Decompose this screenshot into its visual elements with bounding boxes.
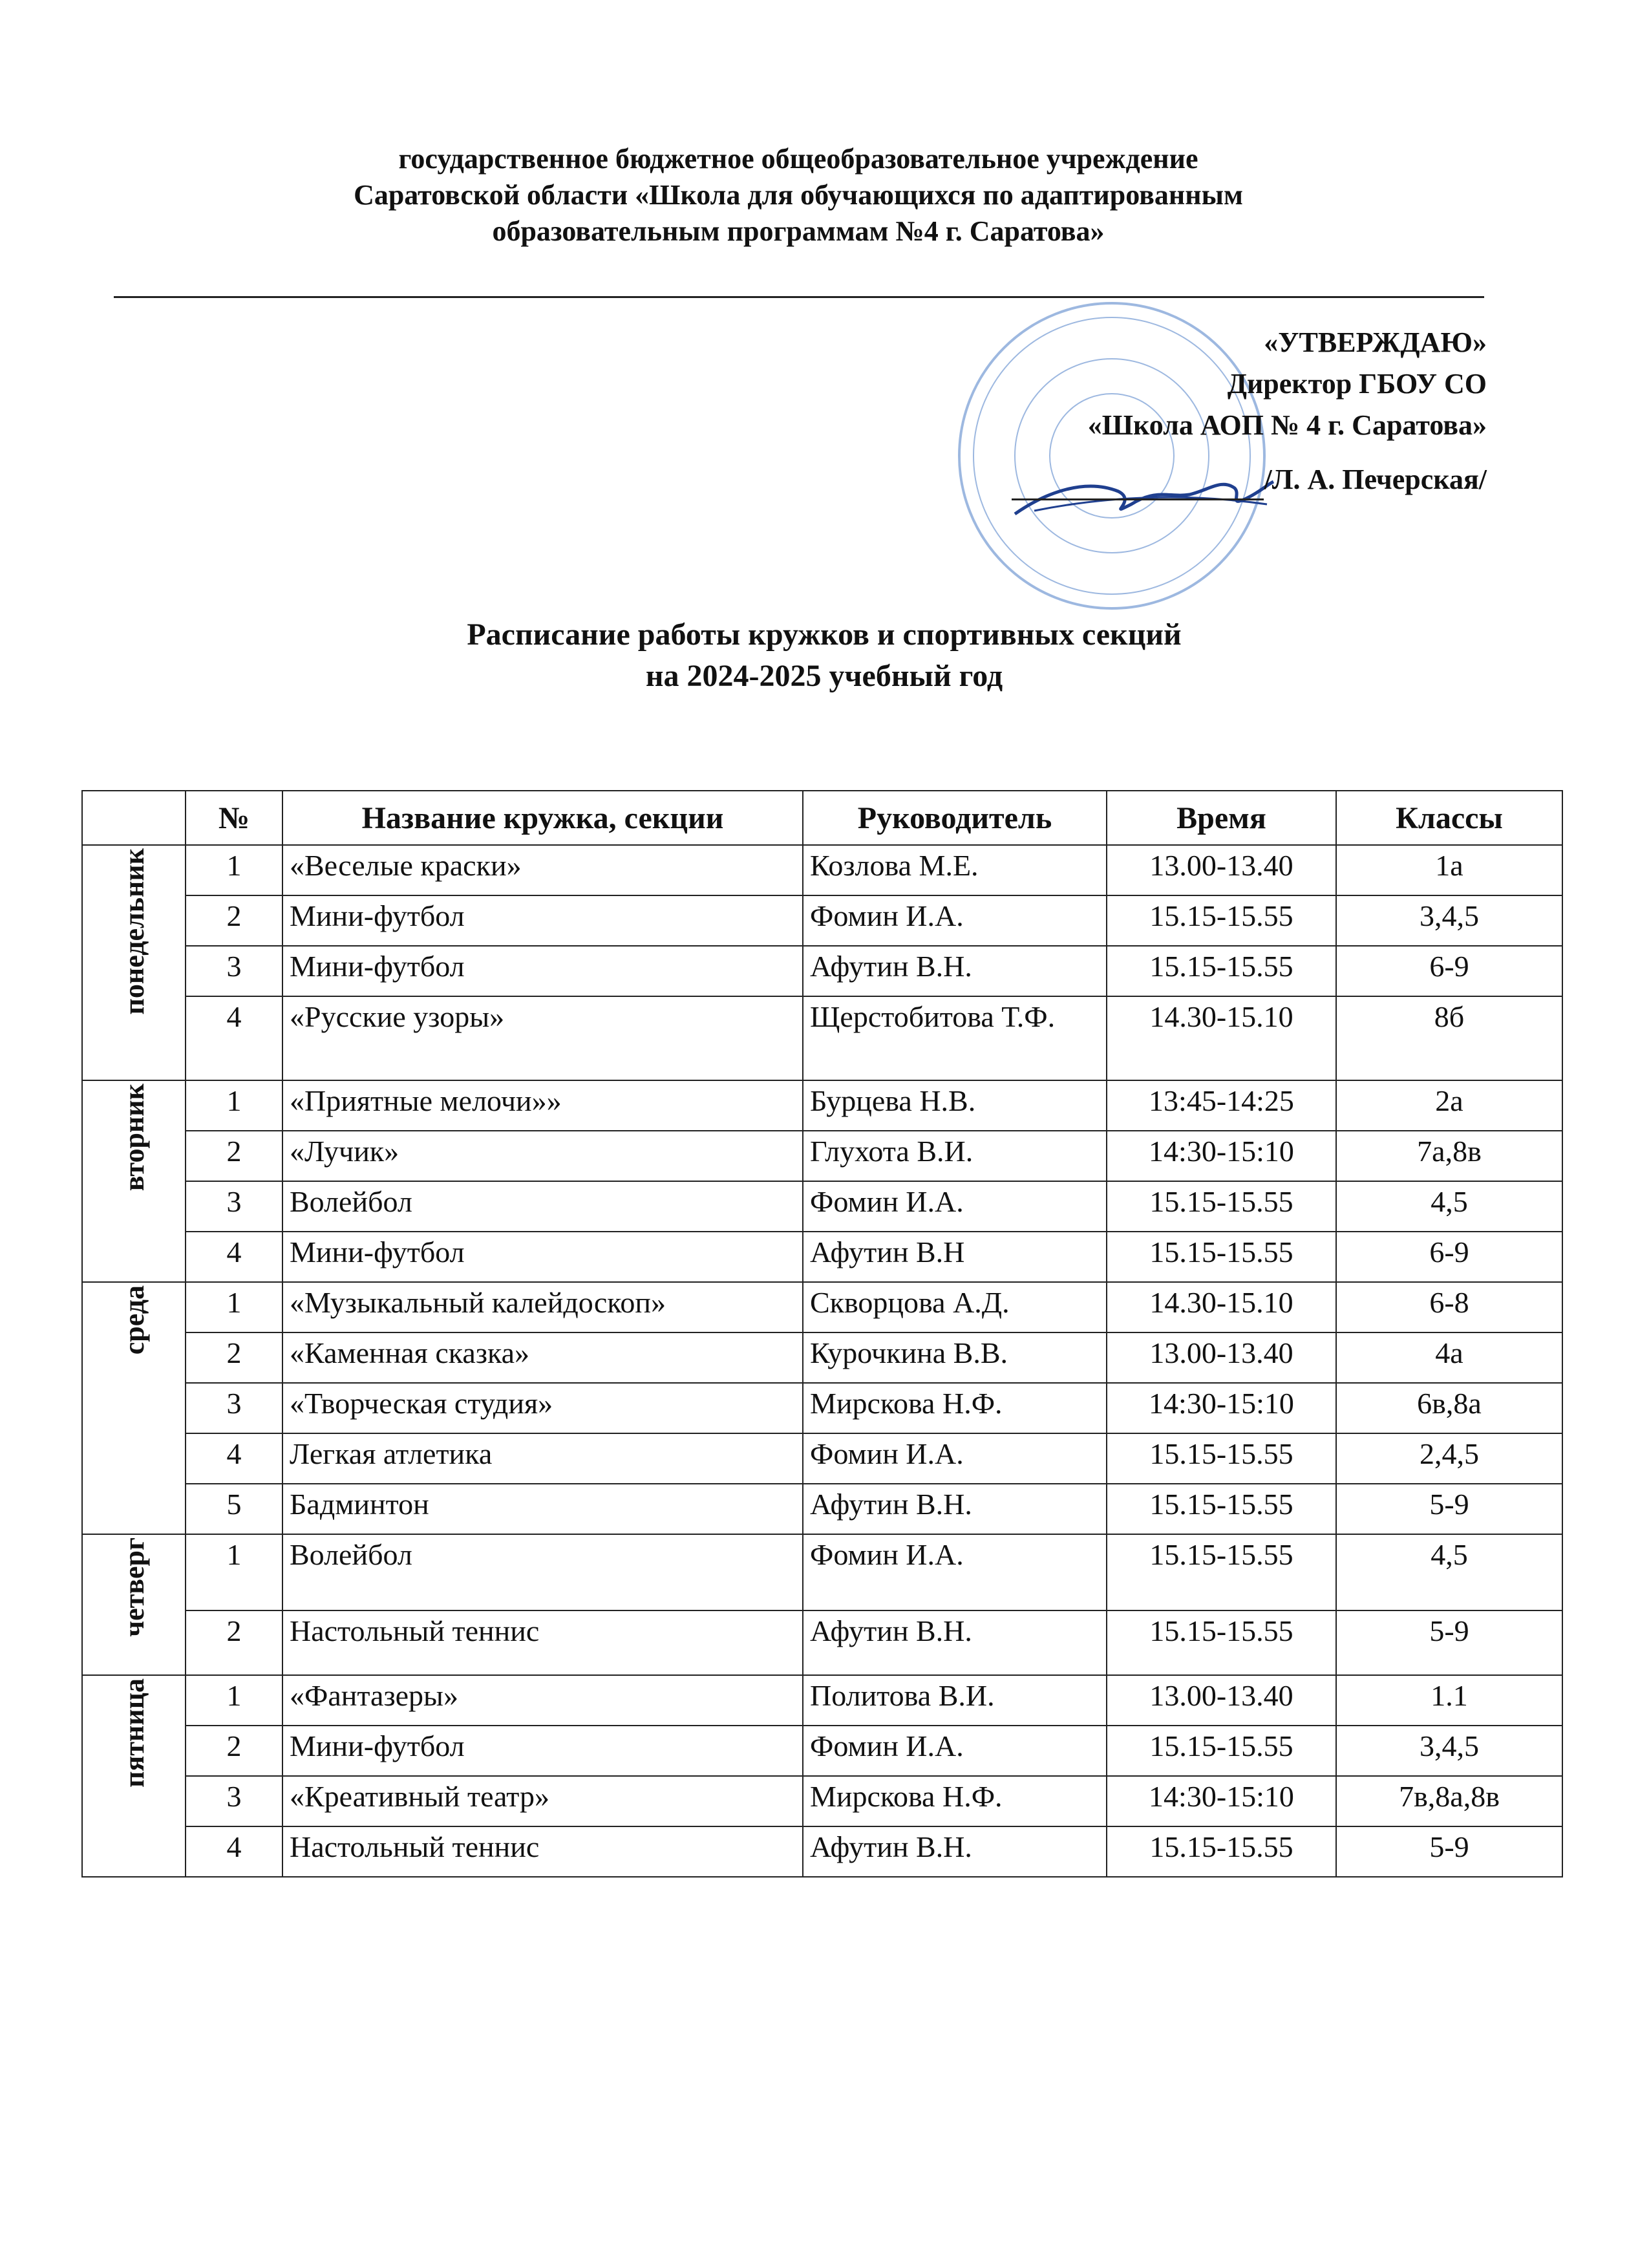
table-row (82, 1675, 1562, 1726)
day-cell (82, 1282, 186, 1534)
day-label: четверг (118, 1537, 150, 1637)
time-slot: 15.15-15.55 (1107, 1181, 1336, 1232)
schedule-table (81, 790, 1563, 1878)
leader-name: Фомин И.А. (803, 1726, 1107, 1776)
leader-name: Афутин В.Н. (803, 1826, 1107, 1877)
classes: 6-9 (1336, 946, 1562, 996)
club-name: Волейбол (282, 1534, 803, 1610)
row-number: 2 (186, 1131, 282, 1181)
leader-name: Фомин И.А. (803, 1534, 1107, 1610)
club-name: «Творческая студия» (282, 1383, 803, 1433)
classes: 6-9 (1336, 1232, 1562, 1282)
classes: 4,5 (1336, 1181, 1562, 1232)
table-row (82, 996, 1562, 1080)
row-number: 4 (186, 996, 282, 1080)
classes: 3,4,5 (1336, 895, 1562, 946)
classes: 2,4,5 (1336, 1433, 1562, 1484)
table-row (82, 1282, 1562, 1332)
leader-name: Скворцова А.Д. (803, 1282, 1107, 1332)
leader-name: Курочкина В.В. (803, 1332, 1107, 1383)
header-classes: Классы (1336, 791, 1562, 845)
approval-block (983, 322, 1487, 500)
leader-name: Щерстобитова Т.Ф. (803, 996, 1107, 1080)
table-row (82, 1131, 1562, 1181)
row-number: 2 (186, 1610, 282, 1675)
header-line-1: государственное бюджетное общеобразовательное учреждение (398, 143, 1198, 175)
time-slot: 15.15-15.55 (1107, 946, 1336, 996)
table-row (82, 1610, 1562, 1675)
day-cell (82, 1080, 186, 1282)
leader-name: Политова В.И. (803, 1675, 1107, 1726)
table-row (82, 845, 1562, 895)
classes: 1а (1336, 845, 1562, 895)
header-day (82, 791, 186, 845)
classes: 3,4,5 (1336, 1726, 1562, 1776)
time-slot: 13.00-13.40 (1107, 1675, 1336, 1726)
document-title (194, 614, 1454, 697)
day-label: понедельник (118, 848, 150, 1015)
club-name: «Музыкальный калейдоскоп» (282, 1282, 803, 1332)
day-cell (82, 1675, 186, 1877)
classes: 2а (1336, 1080, 1562, 1131)
time-slot: 14:30-15:10 (1107, 1776, 1336, 1826)
header-line-3: образовательным программам №4 г. Саратова» (492, 215, 1105, 247)
club-name: Мини-футбол (282, 895, 803, 946)
row-number: 4 (186, 1826, 282, 1877)
director-name: /Л. А. Печерская/ (1264, 464, 1487, 495)
time-slot: 15.15-15.55 (1107, 1232, 1336, 1282)
table-row (82, 1484, 1562, 1534)
leader-name: Мирскова Н.Ф. (803, 1776, 1107, 1826)
leader-name: Глухота В.И. (803, 1131, 1107, 1181)
row-number: 1 (186, 1282, 282, 1332)
table-row (82, 1080, 1562, 1131)
time-slot: 14.30-15.10 (1107, 1282, 1336, 1332)
day-label: среда (118, 1285, 150, 1355)
club-name: «Фантазеры» (282, 1675, 803, 1726)
time-slot: 14:30-15:10 (1107, 1131, 1336, 1181)
club-name: Волейбол (282, 1181, 803, 1232)
time-slot: 15.15-15.55 (1107, 1826, 1336, 1877)
leader-name: Мирскова Н.Ф. (803, 1383, 1107, 1433)
row-number: 1 (186, 845, 282, 895)
row-number: 2 (186, 1726, 282, 1776)
club-name: Настольный теннис (282, 1826, 803, 1877)
time-slot: 13:45-14:25 (1107, 1080, 1336, 1131)
club-name: «Каменная сказка» (282, 1332, 803, 1383)
leader-name: Фомин И.А. (803, 1181, 1107, 1232)
table-row (82, 895, 1562, 946)
signature-row (983, 459, 1487, 500)
time-slot: 15.15-15.55 (1107, 1484, 1336, 1534)
row-number: 4 (186, 1232, 282, 1282)
header-name: Название кружка, секции (282, 791, 803, 845)
leader-name: Козлова М.Е. (803, 845, 1107, 895)
row-number: 3 (186, 946, 282, 996)
approval-line-1: «УТВЕРЖДАЮ» (1264, 326, 1487, 358)
time-slot: 13.00-13.40 (1107, 1332, 1336, 1383)
classes: 6-8 (1336, 1282, 1562, 1332)
table-row (82, 1383, 1562, 1433)
header-time: Время (1107, 791, 1336, 845)
header-num: № (186, 791, 282, 845)
leader-name: Афутин В.Н (803, 1232, 1107, 1282)
classes: 1.1 (1336, 1675, 1562, 1726)
day-label: пятница (118, 1678, 150, 1788)
table-row (82, 1433, 1562, 1484)
table-row (82, 1232, 1562, 1282)
leader-name: Бурцева Н.В. (803, 1080, 1107, 1131)
leader-name: Афутин В.Н. (803, 1484, 1107, 1534)
approval-line-3: «Школа АОП № 4 г. Саратова» (1087, 409, 1487, 441)
time-slot: 15.15-15.55 (1107, 1610, 1336, 1675)
leader-name: Фомин И.А. (803, 895, 1107, 946)
row-number: 2 (186, 895, 282, 946)
club-name: Настольный теннис (282, 1610, 803, 1675)
row-number: 3 (186, 1383, 282, 1433)
time-slot: 14.30-15.10 (1107, 996, 1336, 1080)
header-leader: Руководитель (803, 791, 1107, 845)
time-slot: 14:30-15:10 (1107, 1383, 1336, 1433)
club-name: Мини-футбол (282, 1726, 803, 1776)
row-number: 1 (186, 1675, 282, 1726)
day-label: вторник (118, 1084, 150, 1192)
row-number: 1 (186, 1080, 282, 1131)
table-row (82, 1726, 1562, 1776)
classes: 6в,8а (1336, 1383, 1562, 1433)
club-name: «Русские узоры» (282, 996, 803, 1080)
day-cell (82, 1534, 186, 1675)
club-name: «Веселые краски» (282, 845, 803, 895)
signature-line (1012, 476, 1264, 500)
table-row (82, 1534, 1562, 1610)
time-slot: 15.15-15.55 (1107, 1534, 1336, 1610)
classes: 4а (1336, 1332, 1562, 1383)
time-slot: 15.15-15.55 (1107, 1726, 1336, 1776)
row-number: 5 (186, 1484, 282, 1534)
approval-line-2: Директор ГБОУ СО (1227, 368, 1487, 400)
row-number: 3 (186, 1776, 282, 1826)
table-row (82, 1332, 1562, 1383)
classes: 5-9 (1336, 1484, 1562, 1534)
table-row (82, 1776, 1562, 1826)
table-row (82, 1826, 1562, 1877)
row-number: 3 (186, 1181, 282, 1232)
row-number: 2 (186, 1332, 282, 1383)
time-slot: 15.15-15.55 (1107, 1433, 1336, 1484)
club-name: «Креативный театр» (282, 1776, 803, 1826)
classes: 8б (1336, 996, 1562, 1080)
club-name: Бадминтон (282, 1484, 803, 1534)
leader-name: Афутин В.Н. (803, 1610, 1107, 1675)
classes: 7в,8а,8в (1336, 1776, 1562, 1826)
classes: 5-9 (1336, 1610, 1562, 1675)
club-name: Мини-футбол (282, 1232, 803, 1282)
schedule-body (82, 845, 1562, 1877)
time-slot: 15.15-15.55 (1107, 895, 1336, 946)
classes: 5-9 (1336, 1826, 1562, 1877)
title-line-2: на 2024-2025 учебный год (645, 659, 1003, 693)
club-name: Легкая атлетика (282, 1433, 803, 1484)
classes: 4,5 (1336, 1534, 1562, 1610)
table-row (82, 1181, 1562, 1232)
table-row (82, 946, 1562, 996)
club-name: «Лучик» (282, 1131, 803, 1181)
institution-header (103, 141, 1493, 250)
time-slot: 13.00-13.40 (1107, 845, 1336, 895)
row-number: 1 (186, 1534, 282, 1610)
leader-name: Афутин В.Н. (803, 946, 1107, 996)
title-line-1: Расписание работы кружков и спортивных секций (467, 617, 1182, 652)
club-name: Мини-футбол (282, 946, 803, 996)
row-number: 4 (186, 1433, 282, 1484)
day-cell (82, 845, 186, 1080)
table-header-row (82, 791, 1562, 845)
club-name: «Приятные мелочи»» (282, 1080, 803, 1131)
leader-name: Фомин И.А. (803, 1433, 1107, 1484)
classes: 7а,8в (1336, 1131, 1562, 1181)
header-line-2: Саратовской области «Школа для обучающихся по адаптированным (354, 179, 1243, 211)
